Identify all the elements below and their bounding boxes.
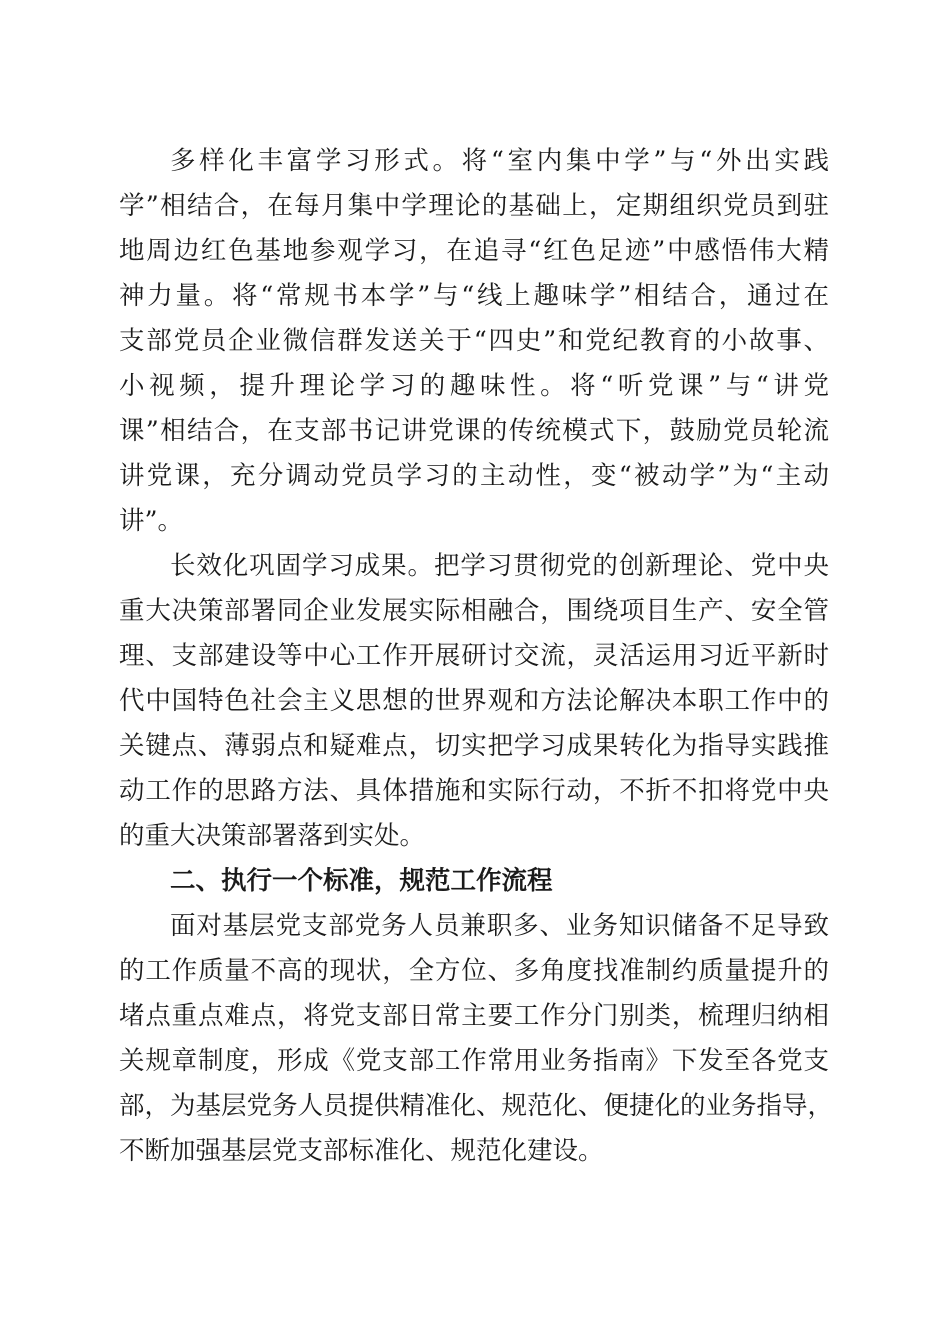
text-line: 课”相结合，在支部书记讲党课的传统模式下，鼓励党员轮流 [119, 416, 829, 446]
text-line: 关规章制度，形成《党支部工作常用业务指南》下发至各党支 [119, 1046, 829, 1076]
text-line: 部，为基层党务人员提供精准化、规范化、便捷化的业务指导， [119, 1091, 834, 1121]
text-line: 理、支部建设等中心工作开展研讨交流，灵活运用习近平新时 [119, 641, 829, 671]
text-line: 的重大决策部署落到实处。 [119, 821, 426, 851]
text-line: 地周边红色基地参观学习，在追寻“红色足迹”中感悟伟大精 [119, 236, 829, 266]
text-line: 重大决策部署同企业发展实际相融合，围绕项目生产、安全管 [119, 596, 829, 626]
text-line: 面对基层党支部党务人员兼职多、业务知识储备不足导致 [170, 911, 829, 941]
text-line: 长效化巩固学习成果。把学习贯彻党的创新理论、党中央 [170, 551, 829, 581]
text-line: 小视频，提升理论学习的趣味性。将“听党课”与“讲党 [119, 371, 829, 401]
text-line: 支部党员企业微信群发送关于“四史”和党纪教育的小故事、 [119, 326, 829, 356]
paragraph-diversified-learning [119, 139, 829, 544]
paragraph-standardize-workflow [119, 904, 834, 1174]
text-line: 讲”。 [119, 506, 184, 536]
text-line: 不断加强基层党支部标准化、规范化建设。 [119, 1136, 604, 1166]
document-body [119, 139, 834, 1174]
text-line: 多样化丰富学习形式。将“室内集中学”与“外出实践 [170, 146, 829, 176]
text-line: 关键点、薄弱点和疑难点，切实把学习成果转化为指导实践推 [119, 731, 829, 761]
text-line: 堵点重点难点，将党支部日常主要工作分门别类，梳理归纳相 [119, 1001, 829, 1031]
text-line: 代中国特色社会主义思想的世界观和方法论解决本职工作中的 [119, 686, 829, 716]
section-heading: 二、执行一个标准，规范工作流程 [170, 866, 553, 896]
text-line: 学”相结合，在每月集中学理论的基础上，定期组织党员到驻 [119, 191, 829, 221]
text-line: 神力量。将“常规书本学”与“线上趣味学”相结合，通过在 [119, 281, 829, 311]
paragraph-consolidate-results [119, 544, 829, 859]
text-line: 的工作质量不高的现状，全方位、多角度找准制约质量提升的 [119, 956, 829, 986]
text-line: 动工作的思路方法、具体措施和实际行动，不折不扣将党中央 [119, 776, 829, 806]
text-line: 讲党课，充分调动党员学习的主动性，变“被动学”为“主动 [119, 461, 829, 491]
